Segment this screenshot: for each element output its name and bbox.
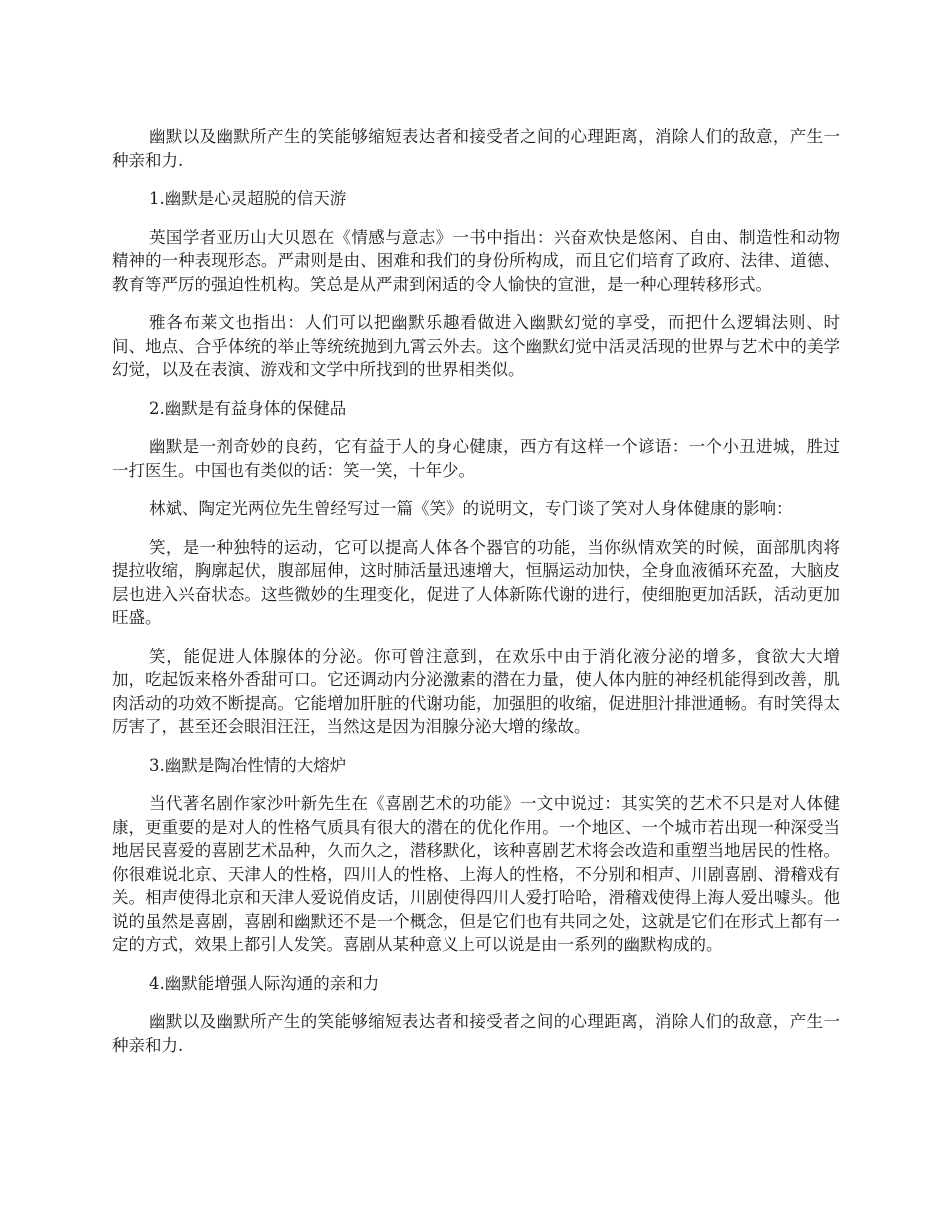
section-2-paragraph-4: 笑，能促进人体腺体的分泌。你可曾注意到，在欢乐中由于消化液分泌的增多，食欲大大增加，吃起饭来格外香甜可口。它还调动内分泌激素的潜在力量，使人体内脏的神经机能得到改善，肌肉活动的功效不断提高。它能增加肝脏的代谢功能，加强胆的收缩，促进胆汁排泄通畅。有时笑得太厉害了，甚至还会眼泪汪汪，当然这是因为泪腺分泌大增的缘故。 [112, 646, 840, 736]
intro-paragraph: 幽默以及幽默所产生的笑能够缩短表达者和接受者之间的心理距离，消除人们的敌意，产生一种亲和力. [112, 127, 840, 170]
section-3-paragraph-1: 当代著名剧作家沙叶新先生在《喜剧艺术的功能》一文中说过：其实笑的艺术不只是对人体健康，更重要的是对人的性格气质具有很大的潜在的优化作用。一个地区、一个城市若出现一种深受当地居民喜爱的喜剧艺术品种，久而久之，潜移默化，该种喜剧艺术将会改造和重塑当地居民的性格。你很难说北京、天津人的性格，四川人的性格、上海人的性格，不分别和相声、川剧喜剧、滑稽戏有关。相声使得北京和天津人爱说俏皮话，川剧使得四川人爱打哈哈，滑稽戏使得上海人爱出噱头。他说的虽然是喜剧，喜剧和幽默还不是一个概念，但是它们也有共同之处，这就是它们在形式上都有一定的方式，效果上都引人发笑。喜剧从某种意义上可以说是由一系列的幽默构成的。 [112, 794, 840, 954]
section-2-paragraph-2: 林斌、陶定光两位先生曾经写过一篇《笑》的说明文，专门谈了笑对人身体健康的影响： [149, 499, 793, 518]
section-4-heading: 4.幽默能增强人际沟通的亲和力 [149, 973, 380, 993]
section-3-heading: 3.幽默是陶冶性情的大熔炉 [149, 755, 347, 775]
section-1-heading: 1.幽默是心灵超脱的信天游 [149, 189, 347, 208]
section-4-paragraph-1: 幽默以及幽默所产生的笑能够缩短表达者和接受者之间的心理距离，消除人们的敌意，产生一种亲和力. [112, 1012, 840, 1055]
section-2-heading: 2.幽默是有益身体的保健品 [149, 398, 347, 418]
section-2-paragraph-1: 幽默是一剂奇妙的良药，它有益于人的身心健康，西方有这样一个谚语：一个小丑进城，胜过一打医生。中国也有类似的话：笑一笑，十年少。 [112, 437, 840, 480]
section-2-paragraph-3: 笑，是一种独特的运动，它可以提高人体各个器官的功能，当你纵情欢笑的时候，面部肌肉将提拉收缩，胸廓起伏，腹部屈伸，这时肺活量迅速增大，恒膈运动加快，全身血液循环充盈，大脑皮层也进入兴奋状态。这些微妙的生理变化，促进了人体新陈代谢的进行，使细胞更加活跃，活动更加旺盛。 [112, 537, 840, 627]
section-1-paragraph-2: 雅各布莱文也指出：人们可以把幽默乐趣看做进入幽默幻觉的享受，而把什么逻辑法则、时间、地点、合乎体统的举止等统统抛到九霄云外去。这个幽默幻觉中活灵活现的世界与艺术中的美学幻觉，以及在表演、游戏和文学中所找到的世界相类似。 [112, 313, 840, 379]
document-body [112, 125, 840, 1072]
section-1-paragraph-1: 英国学者亚历山大贝恩在《情感与意志》一书中指出：兴奋欢快是悠闲、自由、制造性和动物精神的一种表现形态。严肃则是由、困难和我们的身份所构成，而且它们培育了政府、法律、道德、教育等严厉的强迫性机构。笑总是从严肃到闲适的令人愉快的宣泄，是一种心理转移形式。 [112, 227, 840, 294]
